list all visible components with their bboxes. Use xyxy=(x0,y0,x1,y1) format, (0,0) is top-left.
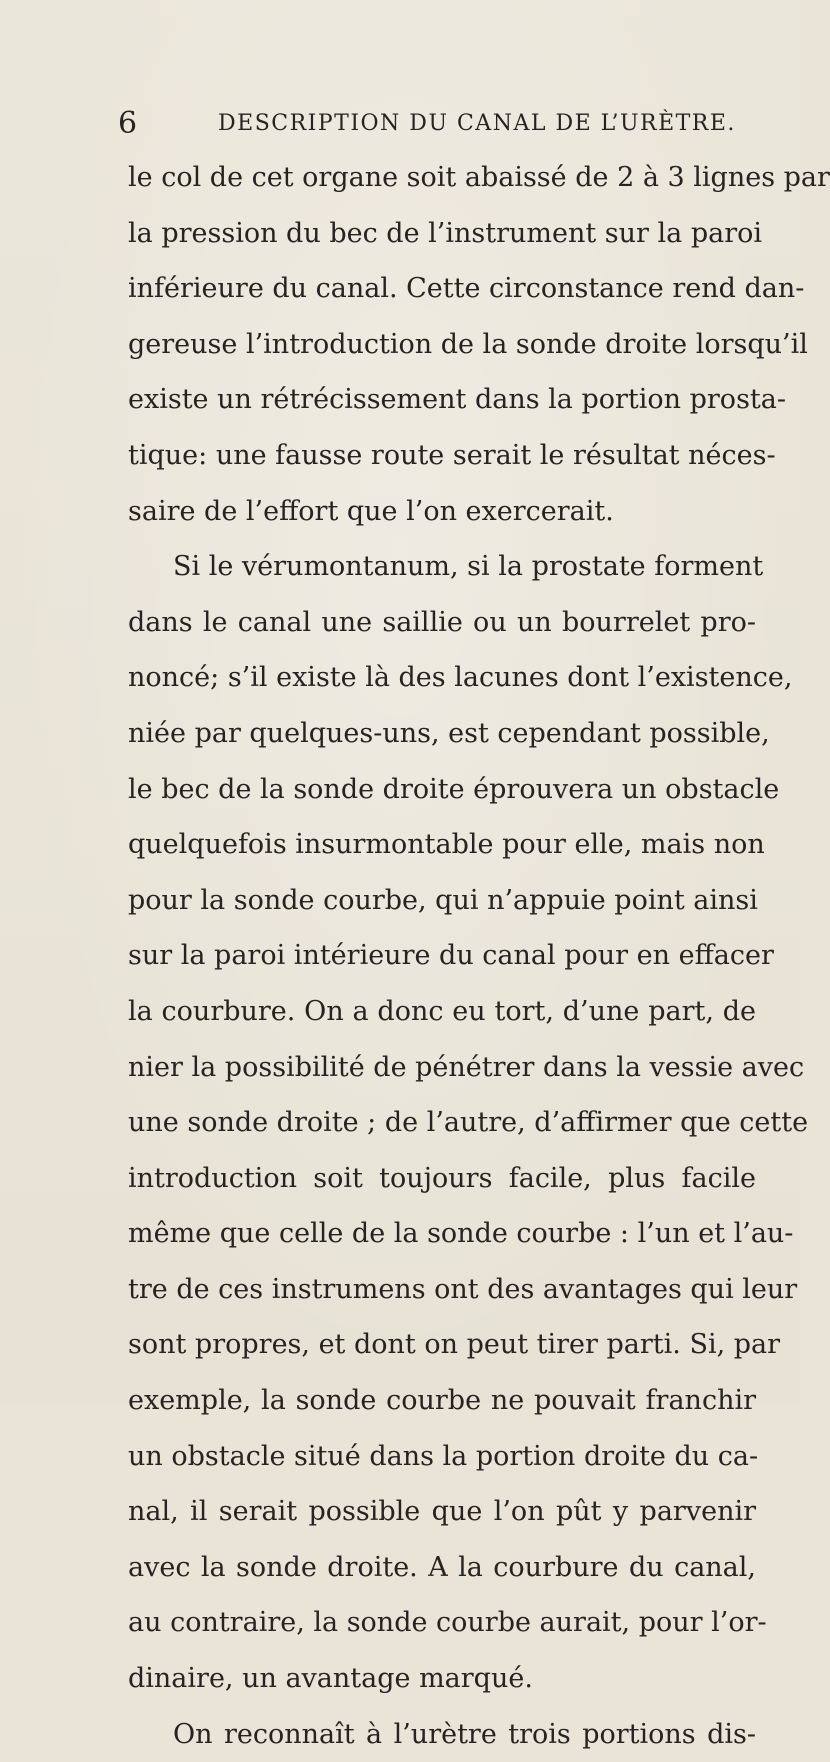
text-line: nal, il serait possible que l’on pût y parvenir xyxy=(128,1496,756,1528)
text-line: la pression du bec de l’instrument sur la paroi xyxy=(128,217,762,249)
text-line: nier la possibilité de pénétrer dans la vessie avec xyxy=(128,1051,805,1083)
page-header xyxy=(118,104,750,144)
text-line: On reconnaît à l’urètre trois portions dis- xyxy=(173,1718,756,1750)
text-line: niée par quelques-uns, est cependant possible, xyxy=(128,717,770,749)
text-line: existe un rétrécissement dans la portion prosta- xyxy=(128,384,786,416)
text-line: tre de ces instrumens ont des avantages qui leur xyxy=(128,1273,798,1305)
text-line: le bec de la sonde droite éprouvera un obstacle xyxy=(128,773,780,805)
text-line: un obstacle situé dans la portion droite du ca- xyxy=(128,1440,759,1472)
body-text xyxy=(128,150,830,1762)
text-line: dans le canal une saillie ou un bourrelet pro- xyxy=(128,606,756,638)
text-line: même que celle de la sonde courbe : l’un et l’au- xyxy=(128,1218,794,1250)
text-line: saire de l’effort que l’on exercerait. xyxy=(128,495,614,527)
text-line: Si le vérumontanum, si la prostate forment xyxy=(173,551,764,583)
text-line: pour la sonde courbe, qui n’appuie point ainsi xyxy=(128,884,758,916)
text-line: tique: une fausse route serait le résultat néces- xyxy=(128,439,776,471)
text-line: quelquefois insurmontable pour elle, mais non xyxy=(128,829,765,861)
running-title: DESCRIPTION DU CANAL DE L’URÈTRE. xyxy=(218,111,736,136)
text-line: inférieure du canal. Cette circonstance rend dan- xyxy=(128,273,805,305)
text-line: introduction soit toujours facile, plus facile xyxy=(128,1162,756,1194)
text-line: gereuse l’introduction de la sonde droite lorsqu’il xyxy=(128,328,808,360)
text-line: au contraire, la sonde courbe aurait, pour l’or- xyxy=(128,1607,767,1639)
text-line: dinaire, un avantage marqué. xyxy=(128,1663,533,1695)
text-line: la courbure. On a donc eu tort, d’une part, de xyxy=(128,995,756,1027)
text-line: noncé; s’il existe là des lacunes dont l’existence, xyxy=(128,662,793,694)
text-line: avec la sonde droite. A la courbure du canal, xyxy=(128,1551,756,1583)
text-line: sur la paroi intérieure du canal pour en effacer xyxy=(128,940,774,972)
text-line: le col de cet organe soit abaissé de 2 à 3 lignes par xyxy=(128,162,830,193)
text-line: sont propres, et dont on peut tirer parti. Si, par xyxy=(128,1329,781,1361)
text-line: exemple, la sonde courbe ne pouvait franchir xyxy=(128,1385,756,1417)
text-line: une sonde droite ; de l’autre, d’affirmer que cette xyxy=(128,1107,809,1139)
page-number: 6 xyxy=(118,106,138,141)
